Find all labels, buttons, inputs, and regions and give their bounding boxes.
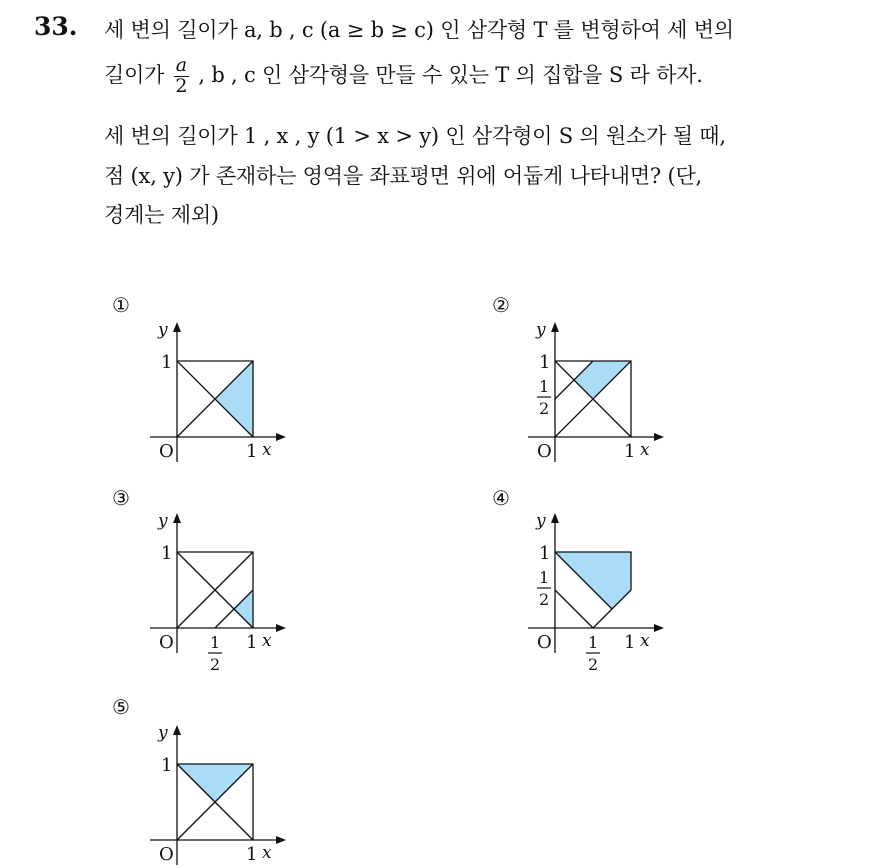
origin-label: O	[159, 844, 174, 865]
y-tick-1: 1	[539, 543, 551, 564]
fraction-numerator: a	[175, 54, 187, 76]
x-axis-label: x	[640, 631, 650, 651]
question-line-2-end: , b , c 인 삼각형을 만들 수 있는 T 의 집합을 S 라 하자.	[198, 62, 703, 87]
y-tick-1: 1	[161, 543, 173, 564]
choice-2-label[interactable]: ②	[492, 293, 510, 317]
y-half-numerator: 1	[539, 568, 550, 587]
y-axis-label: y	[158, 320, 168, 340]
y-tick-1: 1	[539, 352, 551, 373]
question-line-2-start: 길이가	[104, 62, 165, 87]
shaded-region	[177, 764, 253, 802]
y-axis-label: y	[536, 511, 546, 531]
fraction-denominator: 2	[175, 74, 188, 97]
x-half-numerator: 1	[588, 633, 599, 652]
y-tick-1: 1	[161, 755, 173, 776]
x-axis-label: x	[262, 440, 272, 460]
x-half-numerator: 1	[210, 633, 221, 652]
y-arrow-icon	[173, 725, 181, 735]
x-tick-1: 1	[246, 844, 258, 865]
y-half-denominator: 2	[539, 399, 550, 418]
y-half-numerator: 1	[539, 377, 550, 396]
y-axis-label: y	[158, 511, 168, 531]
question-line-4: 점 (x, y) 가 존재하는 영역을 좌표평면 위에 어둡게 나타내면? (단,	[104, 164, 703, 188]
x-tick-1: 1	[246, 632, 258, 653]
x-axis-label: x	[262, 843, 272, 863]
x-axis-label: x	[262, 631, 272, 651]
question-number: 33.	[34, 12, 78, 41]
origin-label: O	[159, 441, 174, 462]
question-line-1: 세 변의 길이가 a, b , c (a ≥ b ≥ c) 인 삼각형 T 를 변형하여 세 변의	[104, 18, 734, 42]
x-axis-label: x	[640, 440, 650, 460]
origin-label: O	[537, 441, 552, 462]
x-tick-1: 1	[624, 441, 636, 462]
y-axis-label: y	[158, 723, 168, 743]
x-half-denominator: 2	[210, 655, 221, 674]
choice-3-label[interactable]: ③	[112, 486, 130, 510]
question-line-3: 세 변의 길이가 1 , x , y (1 > x > y) 인 삼각형이 S 의 원소가 될 때,	[104, 124, 726, 148]
x-arrow-icon	[276, 836, 286, 844]
choice-4-label[interactable]: ④	[492, 486, 510, 510]
choice-1-label[interactable]: ①	[112, 293, 130, 317]
x-tick-1: 1	[624, 632, 636, 653]
y-axis-label: y	[536, 320, 546, 340]
question-line-5: 경계는 제외)	[104, 203, 219, 227]
choice-5-label[interactable]: ⑤	[112, 695, 130, 719]
x-half-denominator: 2	[588, 655, 599, 674]
y-tick-1: 1	[161, 352, 173, 373]
x-tick-1: 1	[246, 441, 258, 462]
origin-label: O	[537, 632, 552, 653]
origin-label: O	[159, 632, 174, 653]
y-half-denominator: 2	[539, 590, 550, 609]
